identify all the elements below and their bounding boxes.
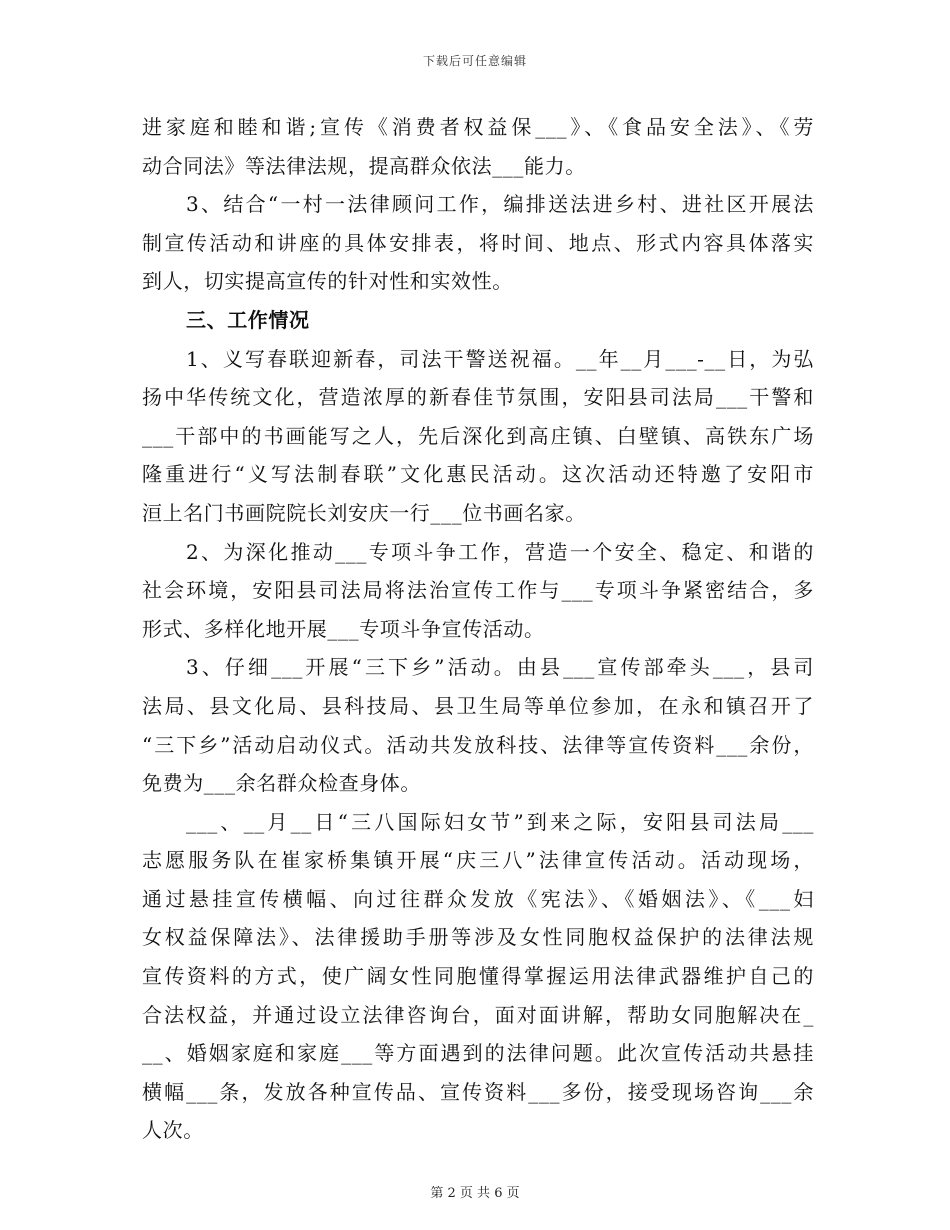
page-footer: 第 2 页 共 6 页 [430, 1186, 520, 1201]
paragraph-start-line: 3、仔细___开展“三下乡”活动。由县___宣传部牵头___，县司 [186, 655, 814, 680]
text-line: 合法权益，并通过设立法律咨询台，面对面讲解，帮助女同胞解决在_ [142, 1002, 814, 1027]
document-body [142, 108, 814, 1150]
text-line: 法局、县文化局、县科技局、县卫生局等单位参加，在永和镇召开了 [142, 693, 814, 718]
text-line: 制宣传活动和讲座的具体安排表，将时间、地点、形式内容具体落实 [142, 230, 814, 255]
page-header: 下载后可任意编辑 [422, 54, 527, 68]
paragraph-start-line: 3、结合“一村一法律顾问工作，编排送法进乡村、进社区开展法 [186, 192, 814, 217]
text-line: “三下乡”活动启动仪式。活动共发放科技、法律等宣传资料___余份， [142, 732, 814, 757]
text-line: 宣传资料的方式，使广阔女性同胞懂得掌握运用法律武器维护自己的 [142, 964, 814, 989]
paragraph-start-line: 1、义写春联迎新春，司法干警送祝福。__年__月___-__日，为弘 [186, 346, 814, 371]
text-line: 进家庭和睦和谐;宣传《消费者权益保___》、《食品安全法》、《劳 [142, 115, 814, 139]
text-line: 洹上名门书画院院长刘安庆一行___位书画名家。 [142, 500, 586, 525]
text-line: __、婚姻家庭和家庭___等方面遇到的法律问题。此次宣传活动共悬挂 [142, 1041, 814, 1066]
text-line: 形式、多样化地开展___专项斗争宣传活动。 [142, 616, 545, 641]
text-line: 到人，切实提高宣传的针对性和实效性。 [142, 269, 513, 294]
text-line: 志愿服务队在崔家桥集镇开展“庆三八”法律宣传活动。活动现场， [142, 848, 814, 873]
text-line: 横幅___条，发放各种宣传品、宣传资料___多份，接受现场咨询___余 [142, 1079, 814, 1104]
text-line: 动合同法》等法律法规，提高群众依法___能力。 [142, 153, 586, 178]
text-line: 通过悬挂宣传横幅、向过往群众发放《宪法》、《婚姻法》、《___妇 [142, 886, 814, 911]
text-line: ___干部中的书画能写之人，先后深化到高庄镇、白壁镇、高铁东广场 [142, 423, 814, 448]
section-heading: 三、工作情况 [186, 307, 310, 332]
paragraph-start-line: ___、__月__日“三八国际妇女节”到来之际，安阳县司法局___ [186, 809, 814, 834]
paragraph-start-line: 2、为深化推动___专项斗争工作，营造一个安全、稳定、和谐的 [186, 539, 814, 564]
text-line: 社会环境，安阳县司法局将法治宣传工作与___专项斗争紧密结合，多 [142, 578, 814, 603]
text-line: 女权益保障法》、法律援助手册等涉及女性同胞权益保护的法律法规 [142, 925, 814, 950]
text-line: 扬中华传统文化，营造浓厚的新春佳节氛围，安阳县司法局___干警和 [142, 385, 814, 410]
text-line: 隆重进行“义写法制春联”文化惠民活动。这次活动还特邀了安阳市 [142, 462, 814, 487]
text-line: 免费为___余名群众检查身体。 [142, 771, 421, 796]
text-line: 人次。 [142, 1118, 204, 1143]
